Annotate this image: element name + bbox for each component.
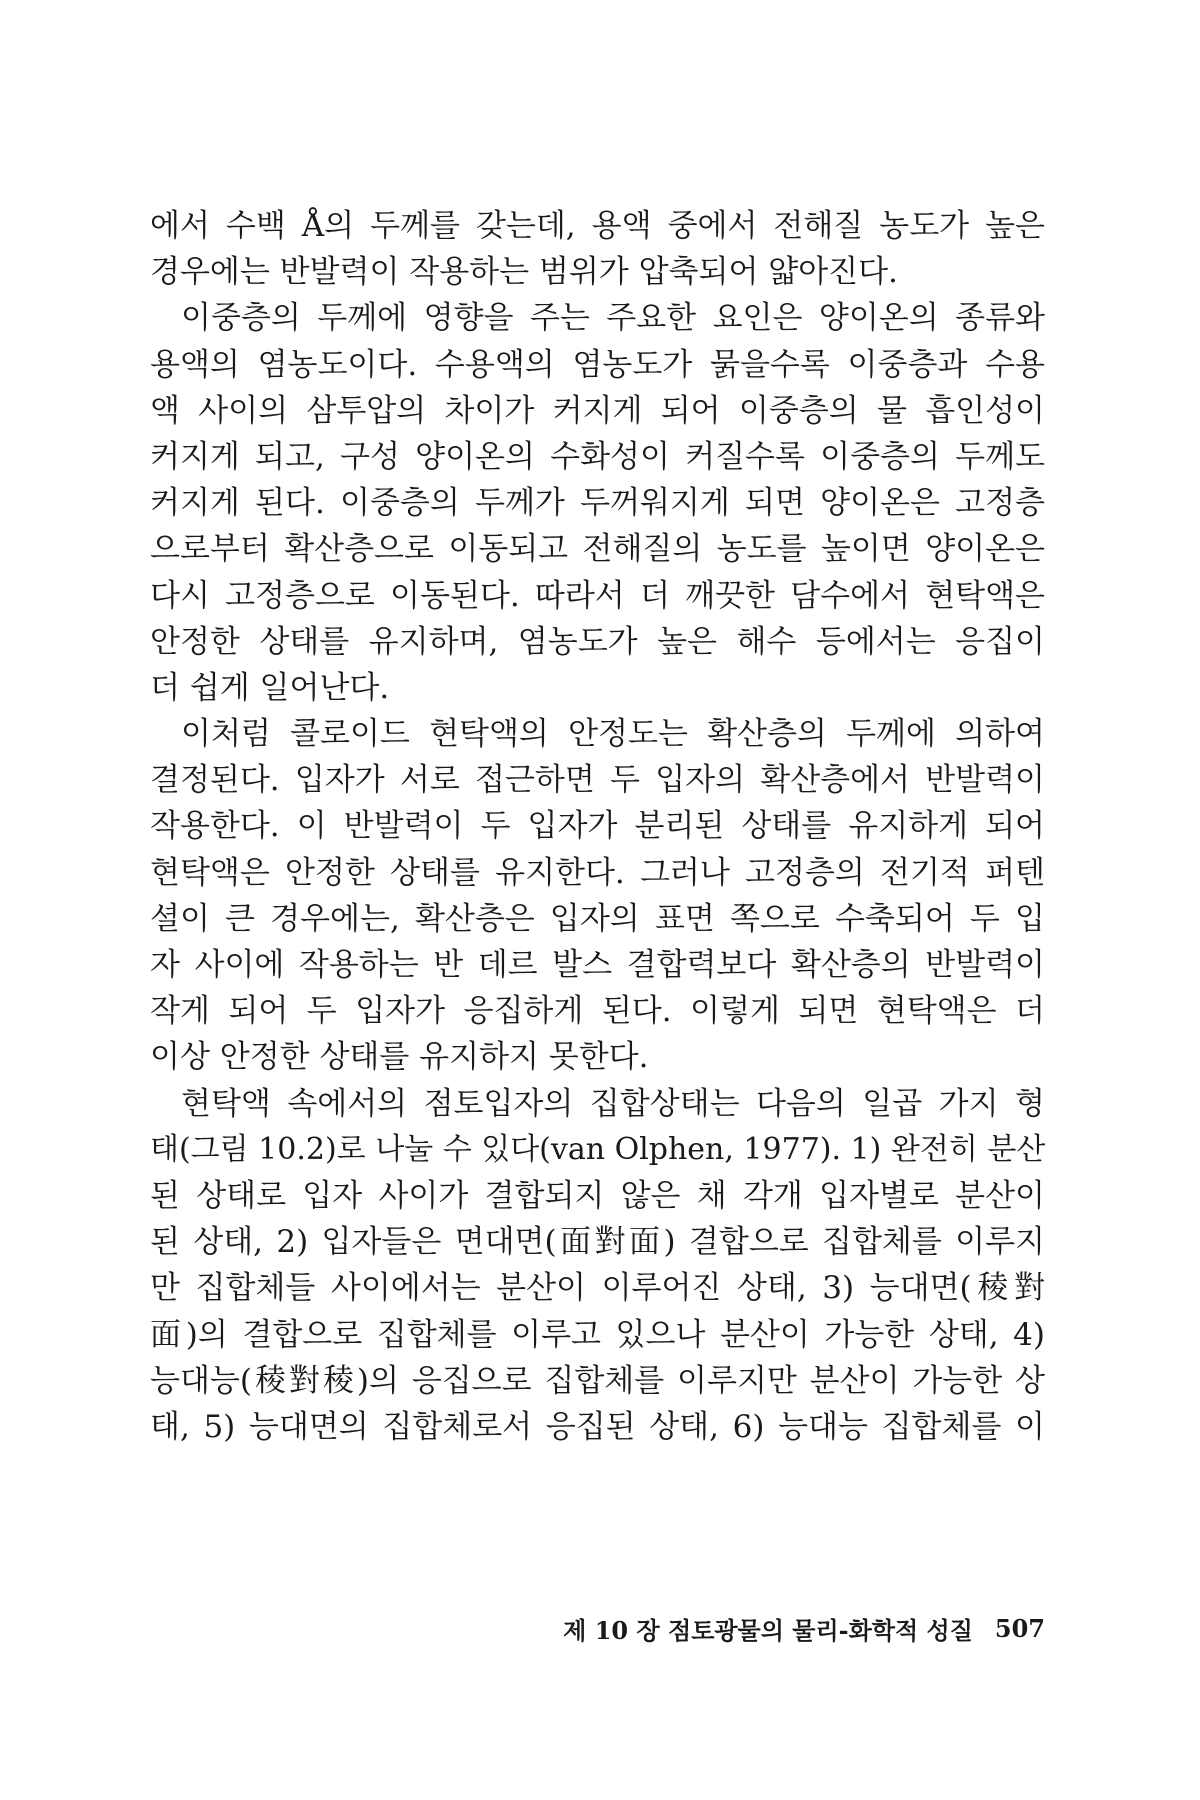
text-line: 된 상태로 입자 사이가 결합되지 않은 채 각개 입자별로 분산이 bbox=[150, 1177, 1045, 1214]
paragraph-start-line: 이중층의 두께에 영향을 주는 주요한 요인은 양이온의 종류와 bbox=[181, 300, 1045, 337]
text-line: 경우에는 반발력이 작용하는 범위가 압축되어 얇아진다. bbox=[150, 254, 898, 291]
text-line: 面)의 결합으로 집합체를 이루고 있으나 분산이 가능한 상태, 4) bbox=[150, 1316, 1045, 1353]
paragraph-start-line: 현탁액 속에서의 점토입자의 집합상태는 다음의 일곱 가지 형 bbox=[181, 1085, 1045, 1122]
text-line: 작용한다. 이 반발력이 두 입자가 분리된 상태를 유지하게 되어 bbox=[150, 808, 1045, 845]
text-line: 커지게 된다. 이중층의 두께가 두꺼워지게 되면 양이온은 고정층 bbox=[150, 485, 1045, 522]
text-line: 더 쉽게 일어난다. bbox=[150, 669, 390, 706]
body-text bbox=[150, 203, 1045, 1450]
paragraph-start-line: 이처럼 콜로이드 현탁액의 안정도는 확산층의 두께에 의하여 bbox=[181, 716, 1045, 753]
text-line: 다시 고정층으로 이동된다. 따라서 더 깨끗한 담수에서 현탁액은 bbox=[150, 577, 1045, 614]
page-number: 507 bbox=[994, 1613, 1045, 1643]
text-line: 으로부터 확산층으로 이동되고 전해질의 농도를 높이면 양이온은 bbox=[150, 531, 1045, 568]
text-line: 용액의 염농도이다. 수용액의 염농도가 묽을수록 이중층과 수용 bbox=[150, 346, 1045, 383]
text-line: 결정된다. 입자가 서로 접근하면 두 입자의 확산층에서 반발력이 bbox=[150, 762, 1045, 799]
text-line: 작게 되어 두 입자가 응집하게 된다. 이렇게 되면 현탁액은 더 bbox=[150, 993, 1045, 1030]
text-line: 에서 수백 Å의 두께를 갖는데, 용액 중에서 전해질 농도가 높은 bbox=[150, 208, 1045, 244]
text-line: 태, 5) 능대면의 집합체로서 응집된 상태, 6) 능대능 집합체를 이 bbox=[150, 1408, 1045, 1445]
page-footer bbox=[150, 1608, 1045, 1648]
text-line: 안정한 상태를 유지하며, 염농도가 높은 해수 등에서는 응집이 bbox=[150, 623, 1045, 660]
text-line: 태(그림 10.2)로 나눌 수 있다(van Olphen, 1977). 1) 완전히 분산 bbox=[150, 1131, 1045, 1167]
text-line: 자 사이에 작용하는 반 데르 발스 결합력보다 확산층의 반발력이 bbox=[150, 947, 1045, 983]
text-line: 능대능(稜對稜)의 응집으로 집합체를 이루지만 분산이 가능한 상 bbox=[150, 1362, 1045, 1399]
running-footer-chapter-title: 제 10 장 점토광물의 물리-화학적 성질 bbox=[563, 1615, 973, 1645]
text-line: 만 집합체들 사이에서는 분산이 이루어진 상태, 3) 능대면(稜對 bbox=[150, 1270, 1045, 1307]
text-line: 셜이 큰 경우에는, 확산층은 입자의 표면 쪽으로 수축되어 두 입 bbox=[150, 900, 1045, 937]
text-line: 된 상태, 2) 입자들은 면대면(面對面) 결합으로 집합체를 이루지 bbox=[150, 1224, 1045, 1261]
text-line: 이상 안정한 상태를 유지하지 못한다. bbox=[150, 1039, 649, 1076]
text-line: 현탁액은 안정한 상태를 유지한다. 그러나 고정층의 전기적 퍼텐 bbox=[150, 854, 1045, 891]
text-line: 액 사이의 삼투압의 차이가 커지게 되어 이중층의 물 흡인성이 bbox=[150, 392, 1045, 429]
text-line: 커지게 되고, 구성 양이온의 수화성이 커질수록 이중층의 두께도 bbox=[150, 438, 1045, 475]
